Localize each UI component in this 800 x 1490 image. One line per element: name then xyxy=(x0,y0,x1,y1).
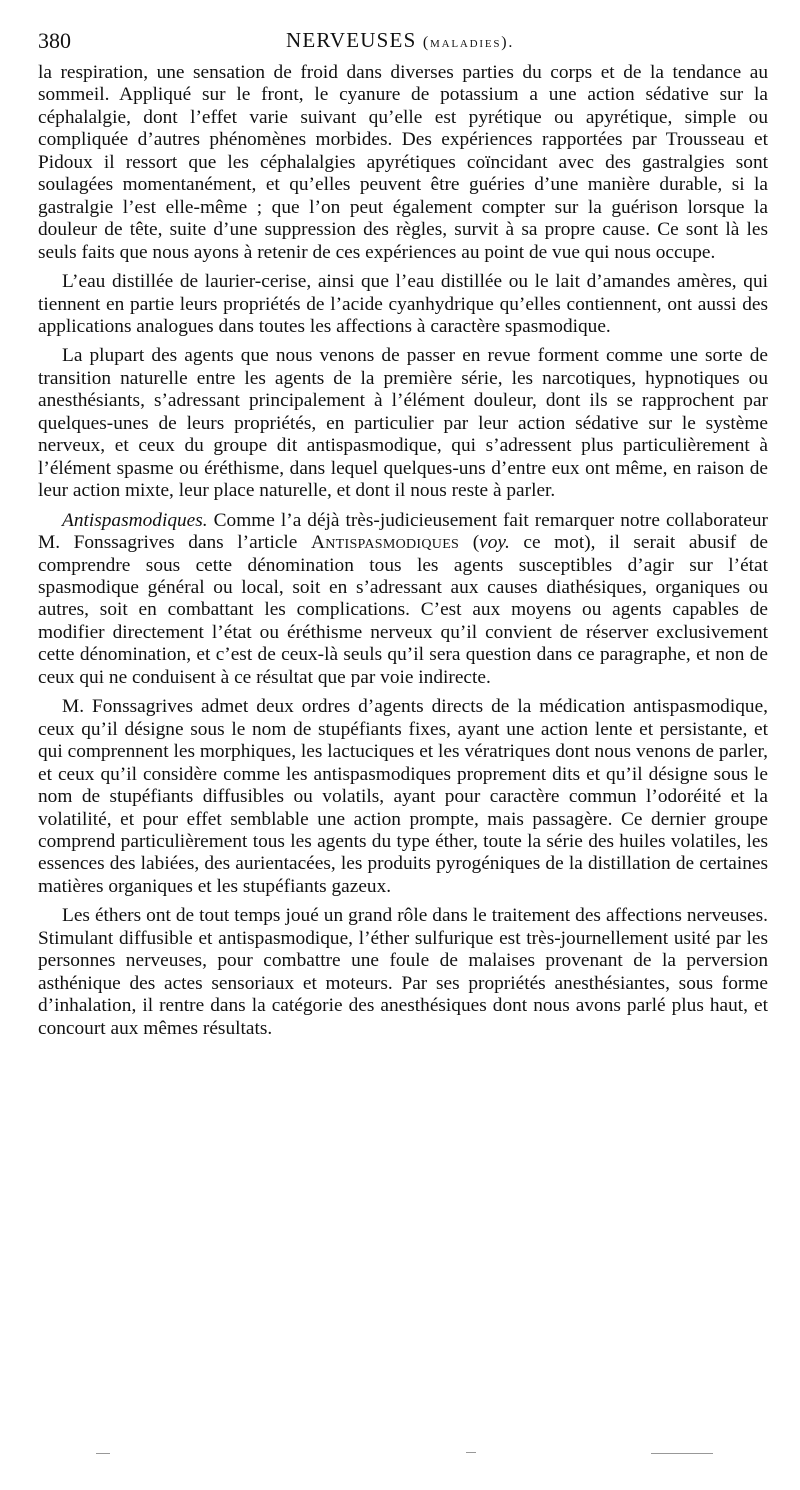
paragraph-fonssagrives: M. Fonssagrives admet deux ordres d’agents directs de la médication antispasmodique, ceux qu’il désigne sous le nom de stupéfiants fixes, ayant une action lente et persistante, et qui comprennent les morphiques, les lactuciques et les vératriques dont nous venons de parler, et ceux qu’il considère comme les antispasmodiques proprement dits et qu’il désigne sous le nom de stupéfiants diffusibles ou volatils, ayant pour caractère commun l’odoréité et la volatilité, et pour effet semblable une action prompte, mais passagère. Ce dernier groupe comprend particulièrement tous les agents du type éther, toute la série des huiles volatiles, les essences des labiées, des aurientacées, les produits pyrogéniques de la distillation de certaines matières organiques et les stupéfiants gazeux. xyxy=(38,696,768,897)
paragraph-cyanure: la respiration, une sensation de froid dans diverses parties du corps et de la tendance au sommeil. Appliqué sur le front, le cyanure de potassium a une action sédative sur la céphalalgie, dont l’effet varie suivant qu’elle est pyrétique ou apyrétique, simple ou compliquée d’autres phénomènes morbides. Des expériences rapportées par Trousseau et Pidoux il ressort que les céphalalgies apyrétiques coïncidant avec des gastralgies sont soulagées momentanément, et qu’elles peuvent être guéries d’une manière durable, si la gastralgie l’est elle-même ; que l’on peut également compter sur la guérison lorsque la douleur de tête, suite d’une suppression des règles, survit à sa propre cause. Ce sont là les seuls faits que nous ayons à retenir de ces expériences au point de vue qui nous occupe. xyxy=(38,62,768,263)
bottom-print-mark xyxy=(651,1453,713,1454)
running-title-main: NERVEUSES xyxy=(286,28,417,52)
running-head xyxy=(38,28,768,62)
voy-reference: voy. xyxy=(479,532,510,554)
paragraph-antispasmodiques-paren: ( xyxy=(459,532,480,554)
paragraph-antispasmodiques xyxy=(38,510,768,690)
paragraph-antispasmodiques-text-2: ce mot), il serait abusif de comprendre sous cette dénomination tous les agents susceptibles d’agir sur l’état spasmodique général ou local, soit en s’adressant aux causes diathésiques, organiques ou autres, soit en combattant les complications. C’est aux moyens ou agents capables de modifier directement l’état ou éréthisme nerveux qu’il convient de réserver exclusivement cette dénomination, et c’est de ceux-là seuls qu’il sera question dans ce paragraphe, et non de ceux qui ne conduisent à ce résultat que par voie indirecte. xyxy=(38,532,768,688)
bottom-print-mark xyxy=(466,1452,476,1453)
paragraph-antispasmodiques-text-1: Comme l’a déjà très-judicieusement fait remarquer notre collaborateur M. Fonssagrives dans l’article xyxy=(38,509,768,554)
paragraph-ethers: Les éthers ont de tout temps joué un grand rôle dans le traitement des affections nerveuses. Stimulant diffusible et antispasmodique, l’éther sulfurique est très-journellement usité par les personnes nerveuses, pour combattre une foule de malaises provenant de la perversion asthénique des actes sensoriaux et moteurs. Par ses propriétés anesthésiantes, sous forme d’inhalation, il rentre dans la catégorie des anesthésiques dont nous avons parlé plus haut, et concourt aux mêmes résultats. xyxy=(38,905,768,1039)
paragraph-transition: La plupart des agents que nous venons de passer en revue forment comme une sorte de transition naturelle entre les agents de la première série, les narcotiques, hypnotiques ou anesthésiants, s’adressant principalement à l’élément douleur, dont ils se rapprochent par quelques-unes de leurs propriétés, en particulier par leur action sédative sur le système nerveux, et ceux du groupe dit antispasmodique, qui s’adressent plus particulièrement à l’élément spasme ou éréthisme, dans lequel quelques-uns d’entre eux ont même, en raison de leur action mixte, leur place naturelle, et dont il nous reste à parler. xyxy=(38,345,768,502)
running-title-subtitle: (maladies). xyxy=(422,34,515,51)
page-number: 380 xyxy=(38,28,71,53)
body-text xyxy=(38,62,768,1040)
bottom-print-mark xyxy=(96,1453,110,1454)
article-reference: Antispasmodiques xyxy=(310,532,460,554)
book-page xyxy=(38,28,768,1047)
paragraph-laurier-cerise: L’eau distillée de laurier-cerise, ainsi que l’eau distillée ou le lait d’amandes amères, qui tiennent en partie leurs propriétés de l’acide cyanhydrique qu’elles contiennent, ont aussi des applications analogues dans toutes les affections à caractère spasmodique. xyxy=(38,271,768,337)
running-title xyxy=(286,28,514,53)
bottom-print-marks xyxy=(96,1452,696,1456)
paragraph-lead-antispasmodiques: Antispasmodiques. xyxy=(62,509,208,531)
